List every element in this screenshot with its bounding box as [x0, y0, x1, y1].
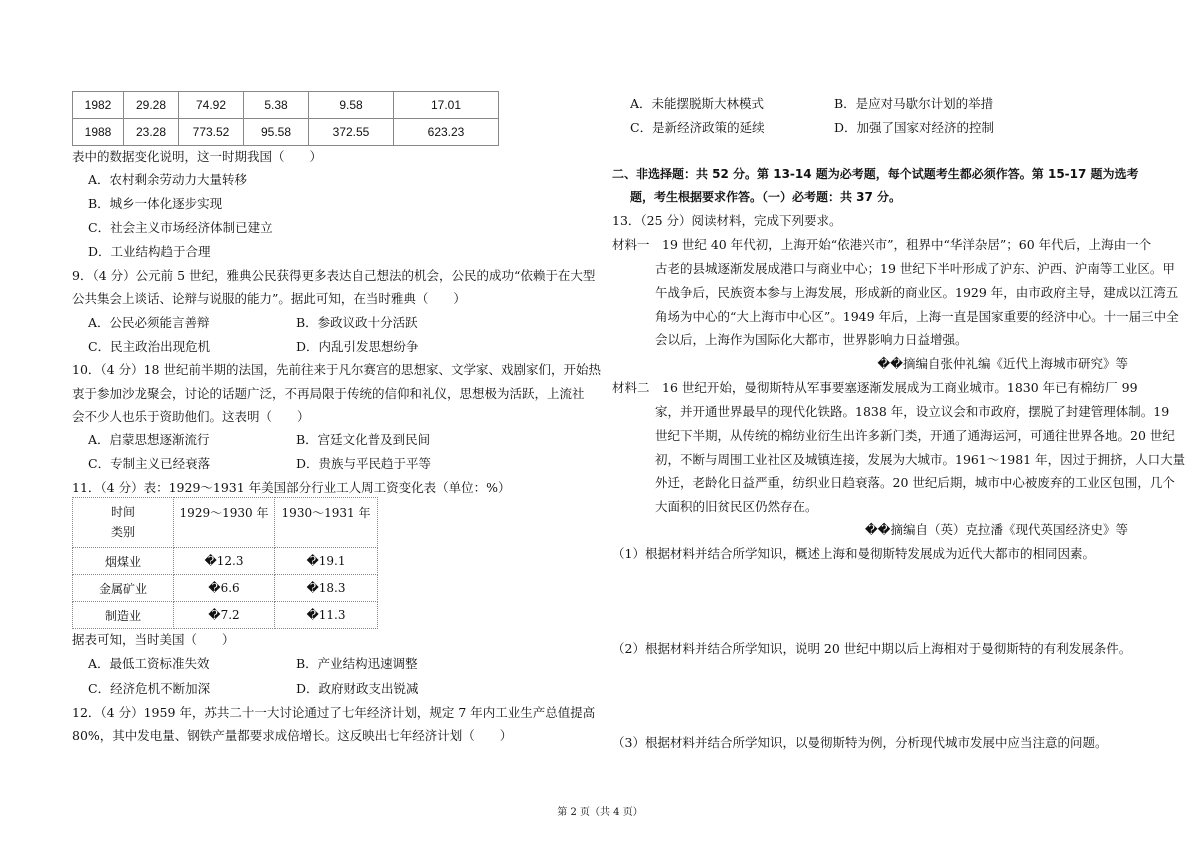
table-row — [73, 575, 378, 602]
table-cell: 23.28 — [124, 119, 179, 146]
table-row — [73, 119, 499, 146]
table-cell: 1988 — [73, 119, 124, 146]
material2-line: 家，并开通世界最早的现代化铁路。1838 年，设立议会和市政府，摆脱了封建管理体制。19 — [655, 404, 1170, 419]
wage-table — [72, 497, 378, 629]
q8-option-a: A．农村剩余劳动力大量转移 — [88, 172, 248, 187]
table-cell: 372.55 — [309, 119, 394, 146]
table-cell: 金属矿业 — [73, 575, 174, 602]
table-cell: 17.01 — [394, 92, 499, 119]
q8-option-b: B．城乡一体化逐步实现 — [88, 196, 223, 211]
q11-option-b: B．产业结构迅速调整 — [296, 656, 418, 671]
q13-stem: 13．（25 分）阅读材料，完成下列要求。 — [612, 213, 842, 228]
data-table-top — [72, 91, 499, 146]
table-cell: �18.3 — [275, 575, 378, 602]
q12-line1: 12．（4 分）1959 年，苏共二十一大讨论通过了七年经济计划，规定 7 年内工业生产总值提高 — [72, 705, 596, 720]
q10-line1: 10．（4 分）18 世纪前半期的法国，先前往来于凡尔赛宫的思想家、文学家、戏剧家们，开始热 — [72, 362, 601, 377]
q10-option-c: C．专制主义已经衰落 — [88, 456, 211, 471]
q9-option-a: A．公民必须能言善辩 — [88, 315, 210, 330]
table-cell: 29.28 — [124, 92, 179, 119]
q11-option-d: D．政府财政支出锐减 — [296, 681, 419, 696]
material1-line: 古老的县城逐渐发展成港口与商业中心；19 世纪下半叶形成了沪东、沪西、沪南等工业区。甲 — [655, 261, 1175, 276]
table-cell: �19.1 — [275, 548, 378, 575]
material1-line: 角场为中心的“大上海市中心区”。1949 年后，上海一直是国家重要的经济中心。十一届三中全 — [655, 309, 1179, 324]
q10-option-b: B．宫廷文化普及到民间 — [296, 432, 431, 447]
q12-option-c: C．是新经济政策的延续 — [630, 120, 765, 135]
q9-line2: 公共集会上谈话、论辩与说服的能力”。据此可知，在当时雅典（ ） — [72, 291, 466, 306]
table-cell: 74.92 — [179, 92, 244, 119]
material2-line: 材料二 16 世纪开始，曼彻斯特从军事要塞逐渐发展成为工商业城市。1830 年已有棉纺厂 99 — [612, 380, 1138, 395]
q9-option-b: B．参政议政十分活跃 — [296, 315, 418, 330]
material2-line: 外迁，老龄化日益严重，纺织业日趋衰落。20 世纪后期，城市中心被废弃的工业区包围，几个 — [655, 475, 1175, 490]
q12-option-d: D．加强了国家对经济的控制 — [834, 120, 995, 135]
header-category: 类别 — [110, 525, 135, 539]
q13-subquestion-2: （2）根据材料并结合所学知识，说明 20 世纪中期以后上海相对于曼彻斯特的有利发展条件。 — [612, 641, 1132, 656]
table-row — [73, 92, 499, 119]
material2-line: 初，不断与周围工业社区及城镇连接，发展为大城市。1961～1981 年，因过于拥挤，人口大量 — [655, 452, 1186, 467]
table-cell: �6.6 — [174, 575, 275, 602]
q12-option-a: A．未能摆脱斯大林模式 — [630, 96, 765, 111]
table-cell: �11.3 — [275, 602, 378, 629]
section2-heading-line1: 二、非选择题：共 52 分。第 13-14 题为必考题，每个试题考生都必须作答。第 15-17 题为选考 — [612, 167, 1139, 181]
q8-option-d: D．工业结构趋于合理 — [88, 244, 211, 259]
q9-line1: 9．（4 分）公元前 5 世纪，雅典公民获得更多表达自己想法的机会，公民的成功“依赖于在大型 — [72, 268, 596, 283]
table-header: 1930～1931 年 — [275, 498, 378, 548]
q11-option-a: A．最低工资标准失效 — [88, 656, 210, 671]
table-cell: 烟煤业 — [73, 548, 174, 575]
table-header-diagonal — [73, 498, 174, 548]
material1-line: 会以后，上海作为国际化大都市，世界影响力日益增强。 — [655, 332, 968, 347]
table-cell: 773.52 — [179, 119, 244, 146]
q10-line3: 会不少人也乐于资助他们。这表明（ ） — [72, 409, 310, 424]
header-time: 时间 — [110, 505, 135, 519]
material1-line: 材料一 19 世纪 40 年代初，上海开始“依港兴市”，租界中“华洋杂居”；60 年代后，上海由一个 — [612, 237, 1152, 252]
table-row — [73, 602, 378, 629]
q10-line2: 衷于参加沙龙聚会，讨论的话题广泛，不再局限于传统的信仰和礼仪，思想极为活跃，上流社 — [72, 386, 585, 401]
table-cell: 1982 — [73, 92, 124, 119]
table-cell: �12.3 — [174, 548, 275, 575]
q10-option-a: A．启蒙思想逐渐流行 — [88, 432, 210, 447]
material1-source: ��摘编自张仲礼编《近代上海城市研究》等 — [877, 356, 1128, 371]
table-row — [73, 548, 378, 575]
table-cell: �7.2 — [174, 602, 275, 629]
q13-subquestion-3: （3）根据材料并结合所学知识，以曼彻斯特为例，分析现代城市发展中应当注意的问题。 — [612, 735, 1108, 750]
table-cell: 制造业 — [73, 602, 174, 629]
material1-line: 午战争后，民族资本参与上海发展，形成新的商业区。1929 年，由市政府主导，建成以江湾五 — [655, 285, 1179, 300]
q11-stem: 11．（4 分）表：1929～1931 年美国部分行业工人周工资变化表（单位：%） — [72, 480, 511, 495]
table-header-row — [73, 498, 378, 548]
q11-option-c: C．经济危机不断加深 — [88, 681, 211, 696]
material2-line: 大面积的旧贫民区仍然存在。 — [655, 499, 818, 514]
q8-stem: 表中的数据变化说明，这一时期我国（ ） — [72, 149, 323, 164]
section2-heading-line2: 题，考生根据要求作答。（一）必考题：共 37 分。 — [630, 190, 902, 204]
page-footer: 第 2 页（共 4 页） — [557, 807, 643, 818]
q12-option-b: B．是应对马歇尔计划的举措 — [834, 96, 994, 111]
q9-option-d: D．内乱引发思想纷争 — [296, 339, 419, 354]
material2-line: 世纪下半期，从传统的棉纺业衍生出许多新门类，开通了通海运河，可通往世界各地。20 世纪 — [655, 428, 1175, 443]
table-cell: 9.58 — [309, 92, 394, 119]
table-header: 1929～1930 年 — [174, 498, 275, 548]
q11-after: 据表可知，当时美国（ ） — [72, 632, 235, 647]
q13-subquestion-1: （1）根据材料并结合所学知识，概述上海和曼彻斯特发展成为近代大都市的相同因素。 — [612, 546, 1095, 561]
table-cell: 95.58 — [244, 119, 309, 146]
q8-option-c: C．社会主义市场经济体制已建立 — [88, 220, 273, 235]
material2-source: ��摘编自（英）克拉潘《现代英国经济史》等 — [864, 522, 1128, 537]
table-cell: 623.23 — [394, 119, 499, 146]
table-cell: 5.38 — [244, 92, 309, 119]
q9-option-c: C．民主政治出现危机 — [88, 339, 211, 354]
q10-option-d: D．贵族与平民趋于平等 — [296, 456, 432, 471]
q12-line2: 80%，其中发电量、钢铁产量都要求成倍增长。这反映出七年经济计划（ ） — [72, 728, 513, 743]
